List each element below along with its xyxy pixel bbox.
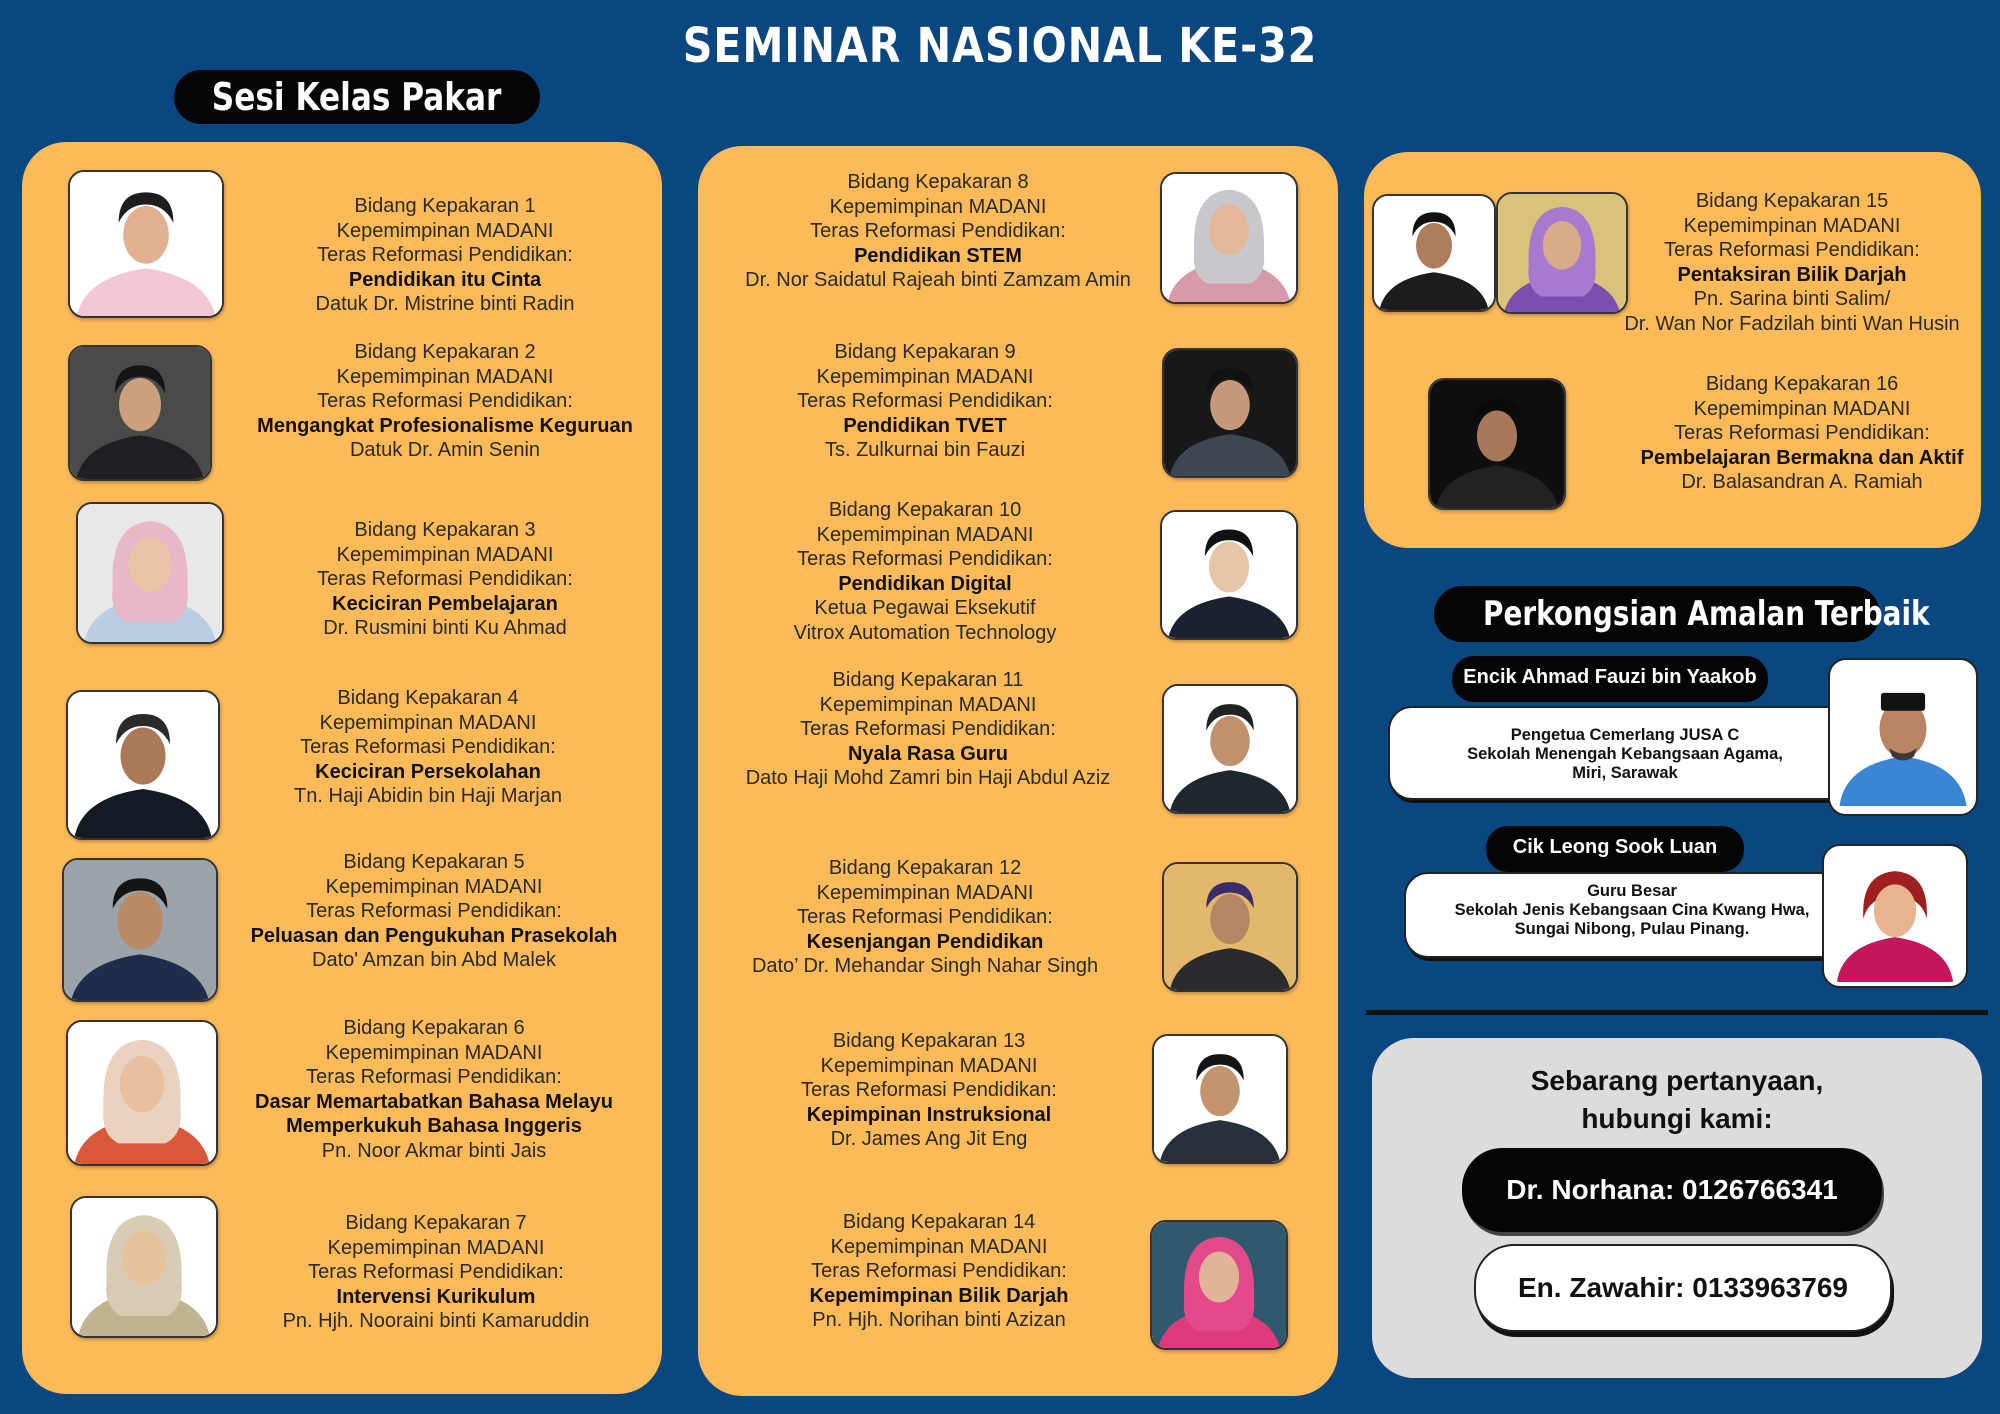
field-label: Bidang Kepakaran 1 <box>354 195 536 217</box>
leadership-label: Kepemimpinan MADANI <box>820 1054 1038 1077</box>
best-practice-heading: Perkongsian Amalan Terbaik <box>1434 586 1880 642</box>
speaker-name: Pn. Sarina binti Salim/ <box>1693 288 1891 310</box>
leadership-label: Kepemimpinan MADANI <box>816 881 1034 904</box>
field-label: Bidang Kepakaran 14 <box>842 1211 1036 1233</box>
field-label: Bidang Kepakaran 7 <box>345 1212 527 1234</box>
leadership-label: Kepemimpinan MADANI <box>325 1041 543 1064</box>
contact-prompt: hubungi kami: <box>1581 1103 1773 1134</box>
leadership-label: Kepemimpinan MADANI <box>1693 397 1911 420</box>
field-label: Bidang Kepakaran 6 <box>343 1017 525 1039</box>
topic-label: Pendidikan TVET <box>843 414 1007 437</box>
practice-1-school: Sekolah Menengah Kebangsaan Agama, <box>1467 745 1783 763</box>
teras-label: Teras Reformasi Pendidikan: <box>811 1260 1067 1282</box>
expert-13-text <box>629 1029 1229 1152</box>
topic-label: Pendidikan itu Cinta <box>348 268 542 291</box>
field-label: Bidang Kepakaran 16 <box>1705 373 1899 395</box>
speaker-name: Dr. Balasandran A. Ramiah <box>1681 471 1923 493</box>
expert-8-text <box>638 170 1238 293</box>
practice-1-photo <box>1830 660 1976 814</box>
leadership-label: Kepemimpinan MADANI <box>830 1235 1048 1258</box>
speaker-name: Pn. Hjh. Norihan binti Azizan <box>812 1309 1066 1331</box>
practice-1-name: Encik Ahmad Fauzi bin Yaakob <box>1452 656 1768 702</box>
field-label: Bidang Kepakaran 10 <box>828 499 1022 521</box>
leadership-label: Kepemimpinan MADANI <box>336 219 554 242</box>
leadership-label: Kepemimpinan MADANI <box>1683 214 1901 237</box>
contact-box <box>1372 1038 1982 1378</box>
leadership-label: Kepemimpinan MADANI <box>319 711 537 734</box>
speaker-name: Ketua Pegawai Eksekutif <box>814 597 1036 619</box>
practice-2-name: Cik Leong Sook Luan <box>1486 826 1744 872</box>
topic-label: Pendidikan Digital <box>838 572 1012 595</box>
expert-15-photo <box>1372 194 1496 312</box>
field-label: Bidang Kepakaran 4 <box>337 687 519 709</box>
topic-label: Keciciran Persekolahan <box>315 760 541 783</box>
expert-15-text <box>1492 189 2000 336</box>
expert-11-text <box>628 668 1228 791</box>
teras-label: Teras Reformasi Pendidikan: <box>810 220 1066 242</box>
topic-label: Keciciran Pembelajaran <box>332 592 558 615</box>
practice-2-role: Guru Besar <box>1587 882 1677 900</box>
practice-2-location: Sungai Nibong, Pulau Pinang. <box>1514 920 1750 938</box>
teras-label: Teras Reformasi Pendidikan: <box>317 390 573 412</box>
expert-10-text <box>625 498 1225 645</box>
contact-question: Sebarang pertanyaan, <box>1530 1065 1824 1096</box>
speaker-name: Dr. Wan Nor Fadzilah binti Wan Husin <box>1624 312 1960 335</box>
speaker-name: Dr. Rusmini binti Ku Ahmad <box>323 617 567 639</box>
leadership-label: Kepemimpinan MADANI <box>816 523 1034 546</box>
speaker-name: Dato’ Dr. Mehandar Singh Nahar Singh <box>751 955 1099 977</box>
speaker-name: Vitrox Automation Technology <box>793 621 1057 644</box>
speaker-name: Datuk Dr. Amin Senin <box>349 439 541 461</box>
speaker-name: Dr. James Ang Jit Eng <box>830 1128 1028 1150</box>
leadership-label: Kepemimpinan MADANI <box>327 1236 545 1259</box>
topic-label: Nyala Rasa Guru <box>847 742 1009 765</box>
person-portrait-icon <box>1828 850 1962 982</box>
leadership-label: Kepemimpinan MADANI <box>336 365 554 388</box>
speaker-name: Dato Haji Mohd Zamri bin Haji Abdul Aziz <box>745 767 1111 789</box>
field-label: Bidang Kepakaran 11 <box>832 669 1024 691</box>
page-title: SEMINAR NASIONAL KE-32 <box>682 18 1318 74</box>
teras-label: Teras Reformasi Pendidikan: <box>801 1079 1057 1101</box>
teras-label: Teras Reformasi Pendidikan: <box>317 568 573 590</box>
speaker-name: Dato' Amzan bin Abd Malek <box>312 949 556 971</box>
speaker-name: Ts. Zulkurnai bin Fauzi <box>824 439 1026 461</box>
leadership-label: Kepemimpinan MADANI <box>829 195 1047 218</box>
teras-label: Teras Reformasi Pendidikan: <box>797 390 1053 412</box>
practice-1-role: Pengetua Cemerlang JUSA C <box>1510 726 1740 744</box>
topic-label: Peluasan dan Pengukuhan Prasekolah <box>250 924 618 947</box>
field-label: Bidang Kepakaran 2 <box>354 341 536 363</box>
expert-14-text <box>639 1210 1239 1333</box>
person-portrait-icon <box>1374 196 1494 310</box>
speaker-name: Dr. Nor Saidatul Rajeah binti Zamzam Amin <box>745 269 1131 291</box>
field-label: Bidang Kepakaran 9 <box>834 341 1016 363</box>
teras-label: Teras Reformasi Pendidikan: <box>1664 239 1920 261</box>
expert-session-heading: Sesi Kelas Pakar <box>174 70 540 124</box>
topic-label: Memperkukuh Bahasa Inggeris <box>286 1115 582 1137</box>
topic-label: Kepemimpinan Bilik Darjah <box>809 1284 1069 1307</box>
teras-label: Teras Reformasi Pendidikan: <box>800 718 1056 740</box>
leadership-label: Kepemimpinan MADANI <box>336 543 554 566</box>
teras-label: Teras Reformasi Pendidikan: <box>797 548 1053 570</box>
field-label: Bidang Kepakaran 13 <box>832 1030 1026 1052</box>
teras-label: Teras Reformasi Pendidikan: <box>1674 422 1930 444</box>
topic-label: Mengangkat Profesionalisme Keguruan <box>257 414 633 437</box>
teras-label: Teras Reformasi Pendidikan: <box>306 900 562 922</box>
contact-norhana-button[interactable]: Dr. Norhana: 0126766341 <box>1462 1148 1882 1232</box>
teras-label: Teras Reformasi Pendidikan: <box>306 1066 562 1088</box>
practice-card-1 <box>1388 706 1862 800</box>
expert-9-text <box>625 340 1225 463</box>
topic-label: Pentaksiran Bilik Darjah <box>1677 263 1907 286</box>
expert-12-text <box>625 856 1225 979</box>
field-label: Bidang Kepakaran 3 <box>354 519 536 541</box>
practice-card-2 <box>1404 872 1860 958</box>
speaker-name: Tn. Haji Abidin bin Haji Marjan <box>294 785 562 807</box>
practice-1-location: Miri, Sarawak <box>1572 764 1678 782</box>
field-label: Bidang Kepakaran 15 <box>1695 190 1889 212</box>
person-portrait-icon <box>1834 664 1972 810</box>
topic-label: Kesenjangan Pendidikan <box>806 930 1044 953</box>
topic-label: Intervensi Kurikulum <box>336 1285 536 1308</box>
practice-2-photo <box>1824 846 1966 986</box>
leadership-label: Kepemimpinan MADANI <box>816 365 1034 388</box>
section-divider <box>1366 1010 1988 1015</box>
teras-label: Teras Reformasi Pendidikan: <box>317 244 573 266</box>
expert-16-text <box>1502 372 2000 495</box>
practice-2-school: Sekolah Jenis Kebangsaan Cina Kwang Hwa, <box>1454 901 1810 919</box>
field-label: Bidang Kepakaran 8 <box>847 171 1029 193</box>
leadership-label: Kepemimpinan MADANI <box>819 693 1037 716</box>
teras-label: Teras Reformasi Pendidikan: <box>300 736 556 758</box>
field-label: Bidang Kepakaran 5 <box>343 851 525 873</box>
contact-zawahir-button[interactable]: En. Zawahir: 0133963769 <box>1474 1244 1892 1332</box>
speaker-name: Pn. Noor Akmar binti Jais <box>321 1139 547 1162</box>
teras-label: Teras Reformasi Pendidikan: <box>308 1261 564 1283</box>
teras-label: Teras Reformasi Pendidikan: <box>797 906 1053 928</box>
speaker-name: Pn. Hjh. Nooraini binti Kamaruddin <box>282 1310 590 1332</box>
topic-label: Pendidikan STEM <box>854 244 1022 267</box>
topic-label: Dasar Memartabatkan Bahasa Melayu <box>255 1090 613 1113</box>
speaker-name: Datuk Dr. Mistrine binti Radin <box>315 293 575 315</box>
field-label: Bidang Kepakaran 12 <box>828 857 1022 879</box>
leadership-label: Kepemimpinan MADANI <box>325 875 543 898</box>
topic-label: Kepimpinan Instruksional <box>806 1103 1052 1126</box>
topic-label: Pembelajaran Bermakna dan Aktif <box>1640 446 1964 469</box>
